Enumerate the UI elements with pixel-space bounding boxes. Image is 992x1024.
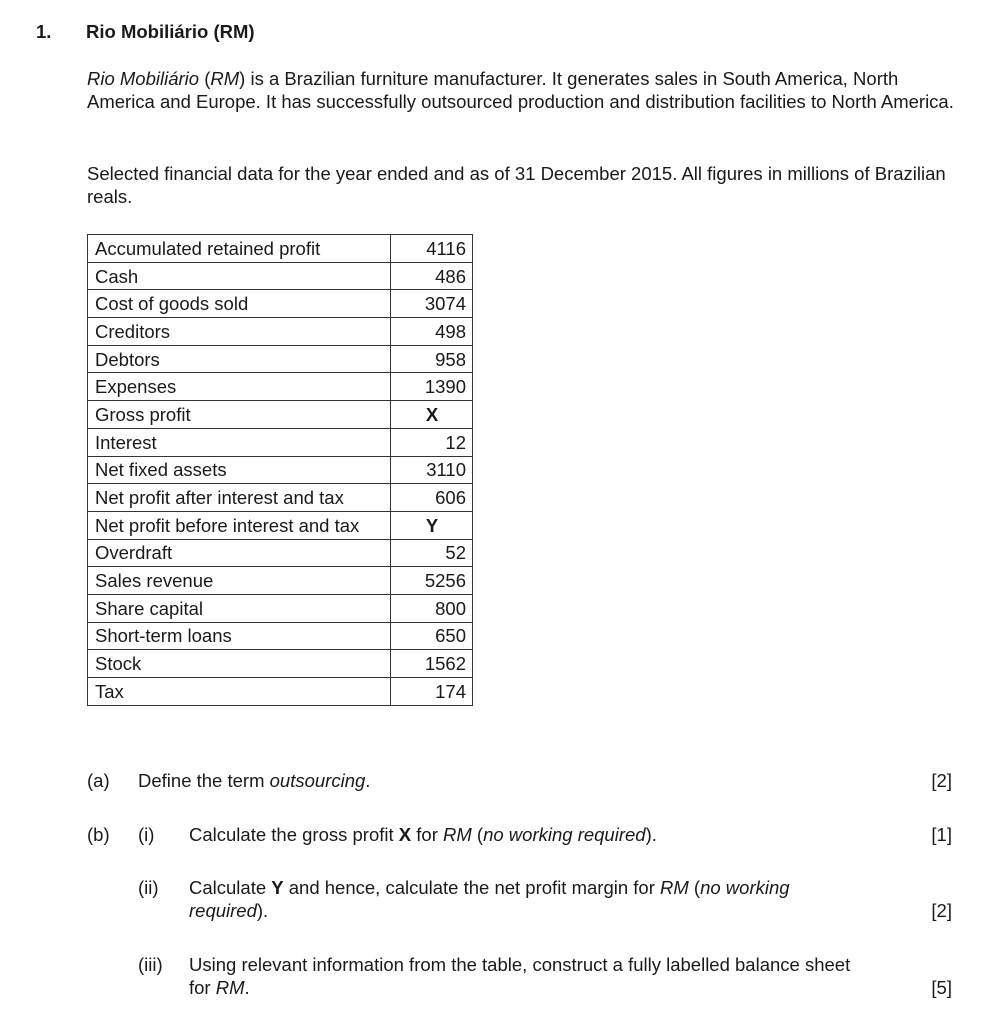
part-b-i-label: (i) xyxy=(138,824,155,845)
table-row xyxy=(88,678,473,706)
table-row xyxy=(88,594,473,622)
row-value: 4116 xyxy=(391,235,473,263)
row-label: Cash xyxy=(88,262,391,290)
question-title: Rio Mobiliário (RM) xyxy=(86,21,255,42)
table-row xyxy=(88,235,473,263)
table-row xyxy=(88,511,473,539)
table-row xyxy=(88,290,473,318)
table-row xyxy=(88,622,473,650)
part-b-i-marks: [1] xyxy=(931,824,952,845)
row-label: Sales revenue xyxy=(88,567,391,595)
row-label: Share capital xyxy=(88,594,391,622)
row-value: 1390 xyxy=(391,373,473,401)
part-b-ii-t7: required xyxy=(189,900,257,921)
part-b-label: (b) xyxy=(87,824,110,845)
part-b-i-t4: RM xyxy=(443,824,472,845)
table-row xyxy=(88,401,473,429)
part-b-ii-t1: Calculate xyxy=(189,877,272,898)
part-b-iii-label: (iii) xyxy=(138,954,163,975)
part-b-ii-t2: Y xyxy=(271,877,284,898)
question-number: 1. xyxy=(36,21,52,42)
part-b-iii-t3: RM xyxy=(215,977,245,998)
row-value: 498 xyxy=(391,318,473,346)
row-value: 800 xyxy=(391,594,473,622)
row-value: 606 xyxy=(391,484,473,512)
row-value: 52 xyxy=(391,539,473,567)
row-value: Y xyxy=(391,511,473,539)
intro-open-paren: ( xyxy=(199,68,211,89)
part-b-i-t6: no working required xyxy=(483,824,646,845)
row-label: Cost of goods sold xyxy=(88,290,391,318)
row-label: Gross profit xyxy=(88,401,391,429)
row-value: 174 xyxy=(391,678,473,706)
row-label: Expenses xyxy=(88,373,391,401)
part-b-ii-t6: no working xyxy=(700,877,790,898)
part-b-i-t7: ). xyxy=(645,824,657,845)
row-label: Overdraft xyxy=(88,539,391,567)
part-b-ii-t5: ( xyxy=(688,877,701,898)
part-a-term: outsourcing xyxy=(269,770,366,791)
financial-data-table xyxy=(87,234,473,706)
part-a-marks: [2] xyxy=(931,770,952,791)
row-value: 958 xyxy=(391,345,473,373)
row-label: Net profit after interest and tax xyxy=(88,484,391,512)
part-a-text-pre: Define the term xyxy=(138,770,270,791)
part-b-i-t1: Calculate the gross profit xyxy=(189,824,399,845)
row-label: Net profit before interest and tax xyxy=(88,511,391,539)
table-row xyxy=(88,262,473,290)
part-b-ii-marks: [2] xyxy=(931,900,952,921)
part-b-iii-t2: for xyxy=(189,977,216,998)
part-b-i-t3: for xyxy=(411,824,443,845)
part-a-text xyxy=(138,769,370,792)
row-label: Net fixed assets xyxy=(88,456,391,484)
table-row xyxy=(88,539,473,567)
row-value: 12 xyxy=(391,428,473,456)
company-name: Rio Mobiliário xyxy=(87,68,200,89)
part-b-ii-label: (ii) xyxy=(138,877,159,898)
row-label: Interest xyxy=(88,428,391,456)
part-a-text-post: . xyxy=(365,770,371,791)
row-label: Tax xyxy=(88,678,391,706)
part-b-i-t2: X xyxy=(398,824,412,845)
table-row xyxy=(88,456,473,484)
row-value: 3074 xyxy=(391,290,473,318)
row-label: Debtors xyxy=(88,345,391,373)
part-b-iii-t1: Using relevant information from the table, construct a fully labelled balance sheet xyxy=(189,954,851,975)
intro-paragraph xyxy=(87,67,957,113)
part-b-iii-t4: . xyxy=(244,977,250,998)
row-value: 486 xyxy=(391,262,473,290)
table-row xyxy=(88,567,473,595)
table-row xyxy=(88,373,473,401)
row-label: Creditors xyxy=(88,318,391,346)
table-row xyxy=(88,345,473,373)
row-value: 1562 xyxy=(391,650,473,678)
row-value: 650 xyxy=(391,622,473,650)
row-value: X xyxy=(391,401,473,429)
intro-rest: ) is a Brazilian furniture manufacturer. It generates sales in South America, North America and Europe. It has successfully outsourced production and distribution facilities to North America. xyxy=(87,68,954,112)
company-abbr: RM xyxy=(210,68,240,89)
row-label: Accumulated retained profit xyxy=(88,235,391,263)
table-row xyxy=(88,484,473,512)
part-b-ii-t4: RM xyxy=(660,877,689,898)
data-note: Selected financial data for the year ended and as of 31 December 2015. All figures in millions of Brazilian reals. xyxy=(87,163,946,207)
part-b-iii-text xyxy=(189,953,929,999)
part-b-ii-text xyxy=(189,876,869,922)
part-b-iii-marks: [5] xyxy=(931,977,952,998)
part-b-ii-t3: and hence, calculate the net profit margin for xyxy=(283,877,660,898)
row-value: 5256 xyxy=(391,567,473,595)
table-row xyxy=(88,318,473,346)
table-row xyxy=(88,428,473,456)
part-b-i-t5: ( xyxy=(471,824,484,845)
part-b-i-text xyxy=(189,823,657,846)
part-a-label: (a) xyxy=(87,770,110,791)
row-label: Stock xyxy=(88,650,391,678)
table-row xyxy=(88,650,473,678)
row-label: Short-term loans xyxy=(88,622,391,650)
part-b-ii-t8: ). xyxy=(256,900,269,921)
row-value: 3110 xyxy=(391,456,473,484)
